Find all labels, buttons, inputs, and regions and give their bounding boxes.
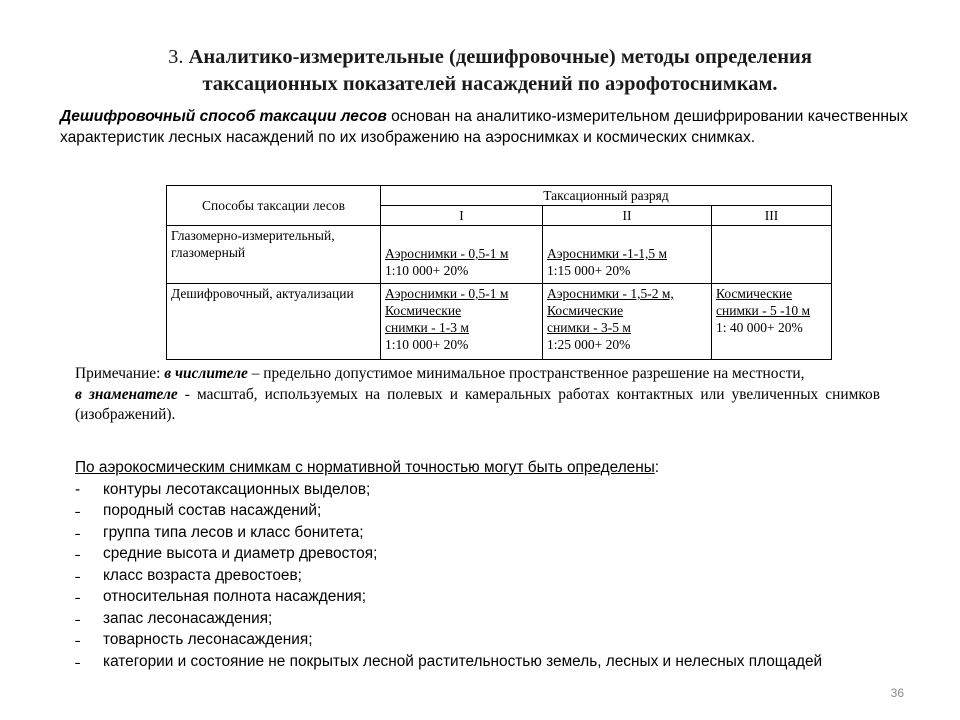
cell-class-3 (712, 284, 832, 360)
cell-line: Аэроснимки - 0,5-1 м (385, 286, 509, 301)
dash-bullet-icon: ˗ (75, 652, 81, 670)
dash-bullet-icon: ˗ (75, 631, 81, 648)
title-line-1: Аналитико-измерительные (дешифровочные) методы определения (188, 46, 812, 68)
cell-class-3-empty (712, 226, 832, 284)
table-header-row (167, 186, 832, 206)
list-item: ˗ категории и состояние не покрытых лесной растительностью земель, лесных и нелесных площадей (75, 651, 905, 673)
cell-class-1 (381, 226, 543, 284)
list-item: ˗ породный состав насаждений; (75, 500, 905, 522)
list-item: - контуры лесотаксационных выделов; (75, 479, 905, 501)
class-header-2: II (543, 206, 712, 226)
intro-paragraph (60, 106, 920, 148)
title-line-2: таксационных показателей насаждений по аэрофотоснимкам. (202, 73, 778, 95)
note-prefix: Примечание: (75, 365, 165, 382)
cell-line: снимки - 1-3 м (385, 320, 469, 335)
dash-bullet-icon: ˗ (75, 609, 81, 627)
page-number: 36 (890, 686, 904, 700)
cell-line: Аэроснимки -1-1,5 м (547, 246, 668, 261)
table-row (167, 284, 832, 360)
list-heading: По аэрокосмическим снимкам с нормативной точностью могут быть определены: (75, 459, 660, 476)
table-note (75, 364, 880, 426)
title-number: 3. (168, 46, 184, 68)
cell-line: Аэроснимки - 0,5-1 м (385, 246, 509, 261)
note-numerator-label: в числителе (164, 365, 248, 382)
cell-line: Космические (716, 286, 793, 301)
cell-line: 1: 40 000+ 20% (716, 320, 803, 335)
cell-line: снимки - 5 -10 м (716, 303, 811, 318)
dash-bullet-icon: ˗ (75, 502, 81, 519)
taxation-table (166, 185, 832, 360)
method-cell: Глазомерно-измерительный, глазомерный (167, 226, 381, 284)
cell-line: Космические (385, 303, 462, 318)
note-denominator-label: в знаменателе (75, 385, 178, 403)
dash-bullet-icon: - (75, 480, 81, 498)
determinable-list (75, 457, 905, 672)
intro-text: основан на аналитико-измерительном дешифрировании качественных характеристик лесных насаждений по их изображению на аэроснимках и космических снимках. (60, 108, 908, 146)
dash-bullet-icon: ˗ (75, 523, 81, 541)
slide-title (60, 44, 920, 98)
list-item: ˗ группа типа лесов и класс бонитета; (75, 522, 905, 544)
list-item: ˗ запас лесонасаждения; (75, 608, 905, 630)
cell-class-2 (543, 284, 712, 360)
cell-line: 1:25 000+ 20% (547, 337, 631, 352)
class-header-3: III (712, 206, 832, 226)
cell-line: 1:15 000+ 20% (547, 263, 631, 278)
list-item: ˗ относительная полнота насаждения; (75, 586, 905, 608)
dash-bullet-icon: ˗ (75, 545, 81, 562)
dash-bullet-icon: ˗ (75, 566, 81, 584)
cell-line: 1:10 000+ 20% (385, 263, 469, 278)
note-denominator-text: - масштаб, используемых на полевых и камеральных работах контактных или увеличенных снимков (изображений). (75, 385, 880, 423)
list-item: ˗ класс возраста древостоев; (75, 565, 905, 587)
header-taxation-class: Таксационный разряд (381, 186, 832, 206)
cell-class-2 (543, 226, 712, 284)
class-header-1: I (381, 206, 543, 226)
cell-line: снимки - 3-5 м (547, 320, 631, 335)
list-item: ˗ средние высота и диаметр древостоя; (75, 543, 905, 565)
table-row (167, 226, 832, 284)
cell-class-1 (381, 284, 543, 360)
list-item: ˗ товарность лесонасаждения; (75, 629, 905, 651)
method-cell: Дешифровочный, актуализации (167, 284, 381, 360)
cell-line: Космические (547, 303, 624, 318)
note-numerator-text: – предельно допустимое минимальное пространственное разрешение на местности, (247, 365, 805, 382)
dash-bullet-icon: ˗ (75, 588, 81, 605)
header-methods: Способы таксации лесов (167, 186, 381, 226)
intro-lead: Дешифровочный способ таксации лесов (60, 108, 387, 125)
cell-line: 1:10 000+ 20% (385, 337, 469, 352)
cell-line: Аэроснимки - 1,5-2 м, (547, 286, 674, 301)
